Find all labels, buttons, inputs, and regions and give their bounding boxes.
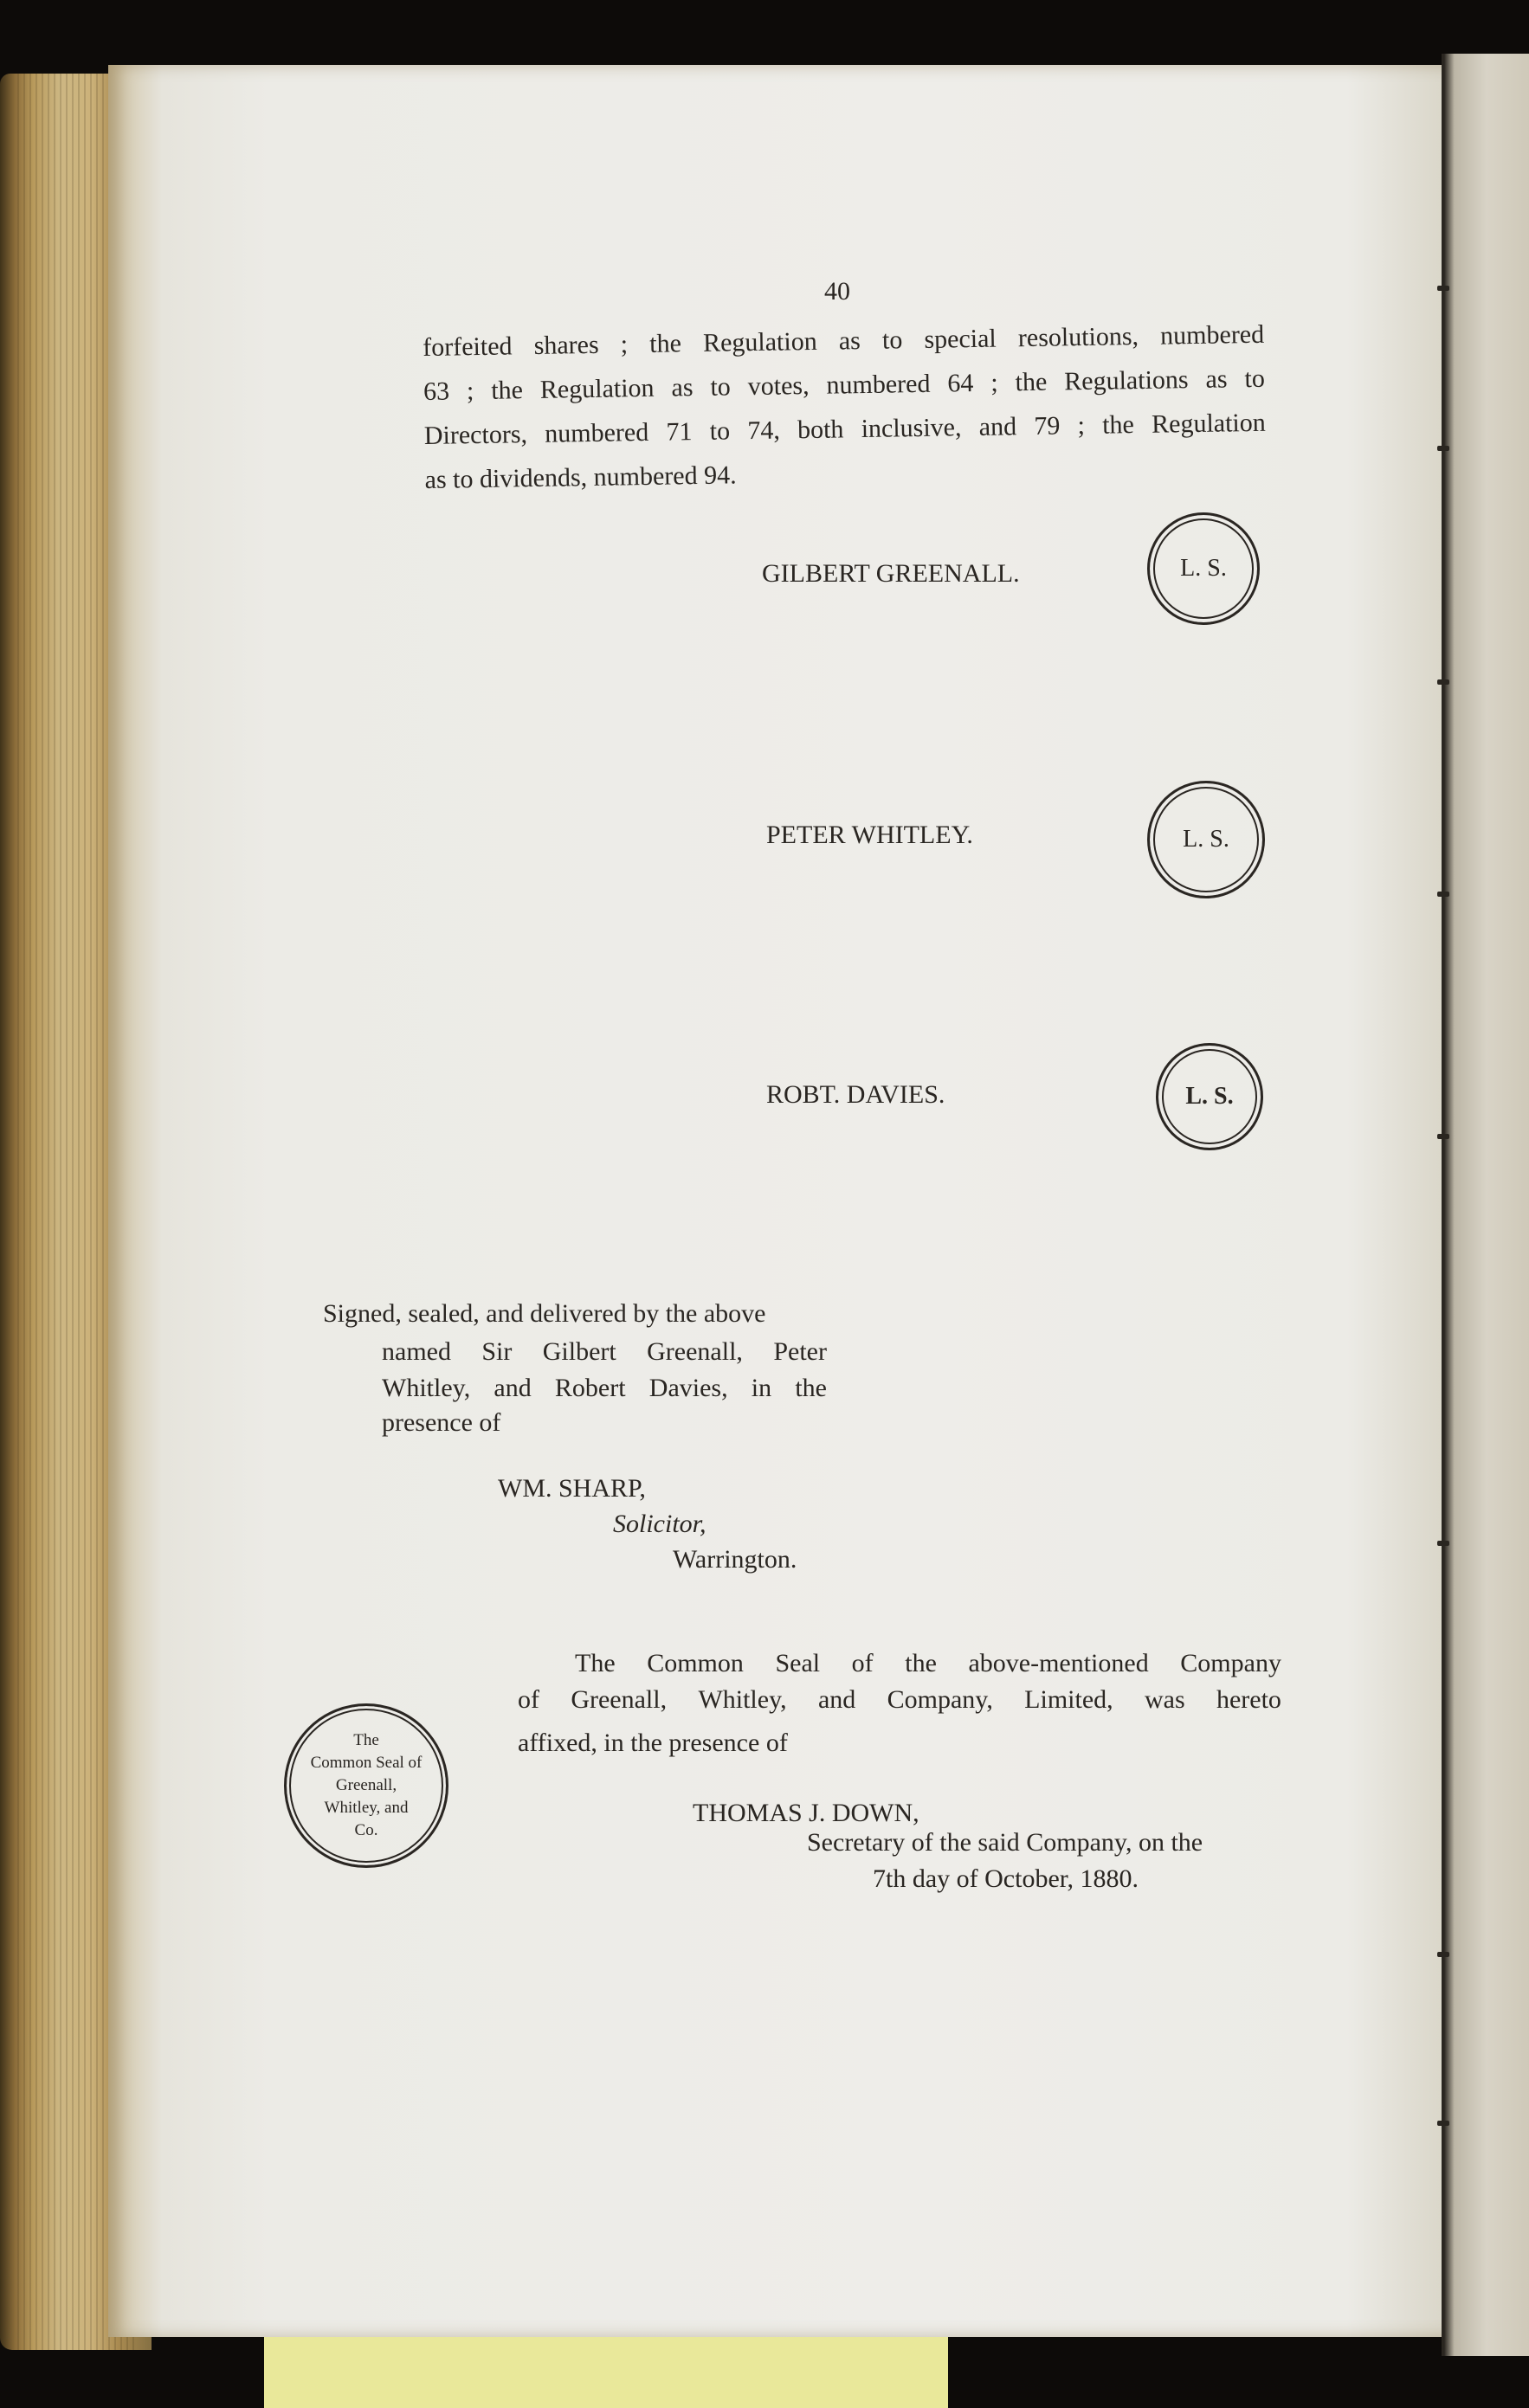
binding-thread (1437, 1541, 1449, 1546)
binding-thread (1437, 1952, 1449, 1957)
attestation-line: named Sir Gilbert Greenall, Peter (382, 1337, 827, 1366)
company-seal-line: of Greenall, Whitley, and Company, Limited, was hereto (518, 1685, 1281, 1714)
attestation-line: presence of (382, 1408, 501, 1437)
paragraph-line: forfeited shares ; the Regulation as to special resolutions, numbered (423, 319, 1265, 362)
company-seal-line: The Common Seal of the above-mentioned Company (575, 1649, 1281, 1677)
seal-label: L. S. (1185, 1083, 1234, 1110)
binding-thread (1437, 2121, 1449, 2126)
seal-text-line: The (353, 1731, 379, 1749)
seal-label: L. S. (1183, 826, 1229, 853)
binding-thread (1437, 892, 1449, 897)
binding-thread (1437, 446, 1449, 451)
attestation-line: Whitley, and Robert Davies, in the (382, 1374, 827, 1402)
binding-thread (1437, 286, 1449, 291)
paragraph-line: as to dividends, numbered 94. (424, 460, 737, 494)
ls-seal (1147, 781, 1265, 898)
secretary-line: Secretary of the said Company, on the (807, 1828, 1203, 1857)
seal-text-line: Co. (354, 1821, 378, 1839)
company-seal-line: affixed, in the presence of (518, 1729, 788, 1757)
paragraph (423, 320, 1267, 510)
signatory-name: ROBT. DAVIES. (766, 1080, 945, 1109)
seal-text-line: Common Seal of (310, 1754, 423, 1772)
binding-thread (1437, 679, 1449, 685)
seal-text-line: Whitley, and (324, 1799, 409, 1817)
signatory-name: PETER WHITLEY. (766, 821, 973, 849)
page-number: 40 (824, 277, 850, 306)
signatory-name: GILBERT GREENALL. (762, 559, 1020, 588)
sticky-note (264, 2337, 948, 2408)
witness-name: WM. SHARP, (498, 1474, 646, 1503)
ls-seal (1147, 512, 1260, 625)
witness-place: Warrington. (673, 1545, 797, 1574)
paragraph-line: Directors, numbered 71 to 74, both inclusive, and 79 ; the Regulation (423, 408, 1267, 450)
witness-title: Solicitor, (613, 1510, 706, 1538)
seal-text-line: Greenall, (335, 1776, 397, 1794)
secretary-name: THOMAS J. DOWN, (693, 1799, 919, 1827)
facing-page-edge (1444, 54, 1529, 2356)
seal-label: L. S. (1180, 555, 1227, 582)
attestation-line: Signed, sealed, and delivered by the above (323, 1299, 766, 1328)
binding-thread (1437, 1134, 1449, 1139)
paragraph-line: 63 ; the Regulation as to votes, numbered 64 ; the Regulations as to (423, 364, 1266, 406)
common-seal (284, 1703, 448, 1868)
secretary-date: 7th day of October, 1880. (873, 1864, 1139, 1893)
ls-seal (1156, 1043, 1263, 1150)
